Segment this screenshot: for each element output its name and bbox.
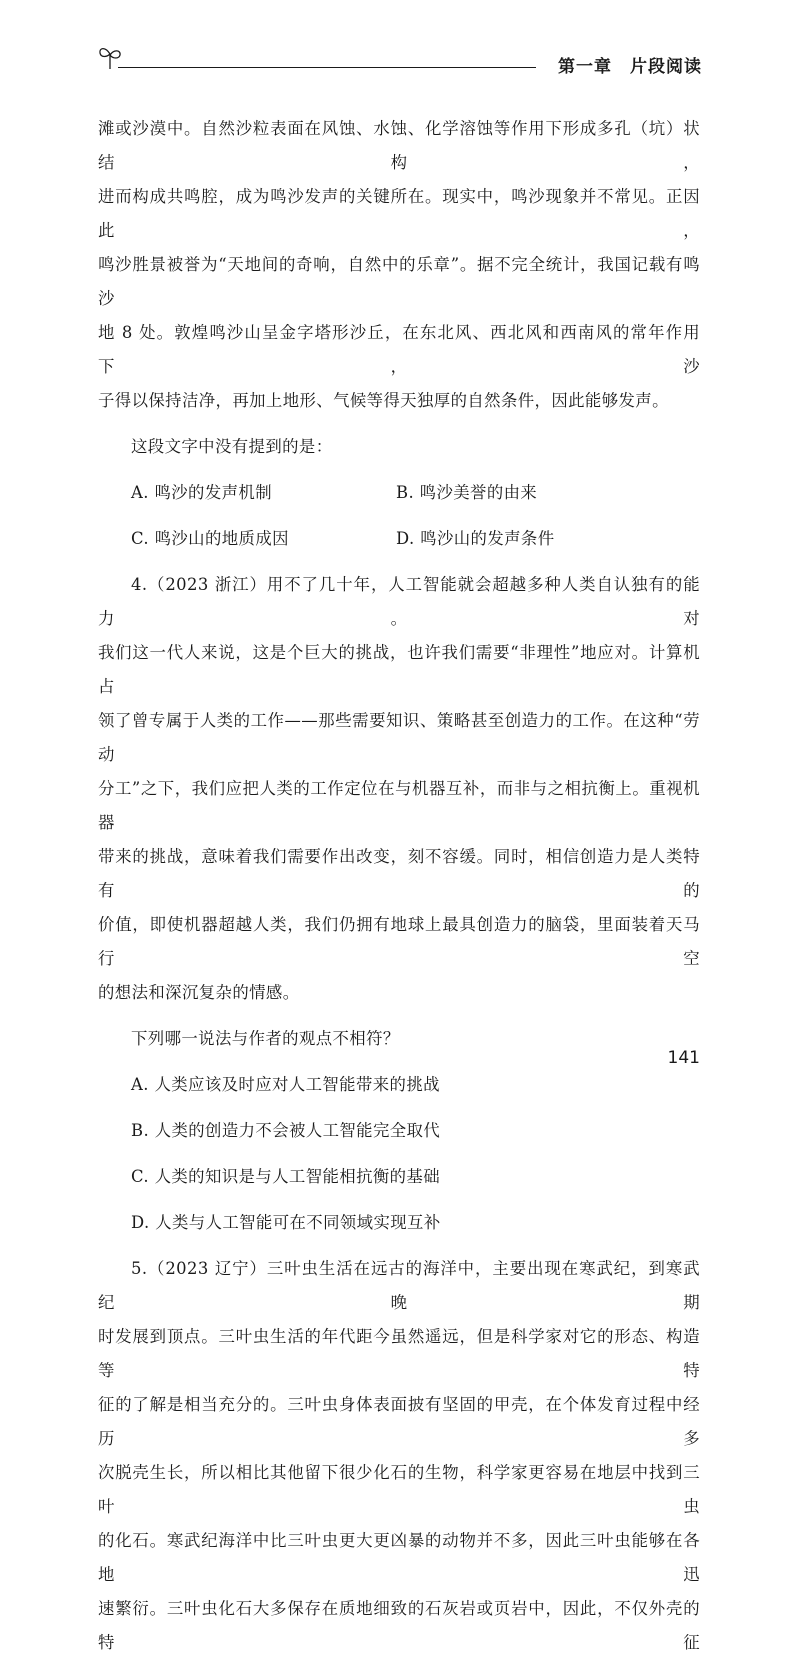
- option-c: C. 鸣沙山的地质成因: [131, 529, 289, 548]
- passage-4: [98, 568, 700, 1010]
- passage-5: [98, 1252, 700, 1660]
- text-line: 鸣沙胜景被誉为“天地间的奇响，自然中的乐章”。据不完全统计，我国记载有鸣沙: [98, 255, 700, 308]
- text-line: 次脱壳生长，所以相比其他留下很少化石的生物，科学家更容易在地层中找到三叶虫: [98, 1463, 700, 1516]
- text-line: 价值，即使机器超越人类，我们仍拥有地球上最具创造力的脑袋，里面装着天马行空: [98, 915, 700, 968]
- option-a: A. 人类应该及时应对人工智能带来的挑战: [131, 1075, 440, 1094]
- options-row: [98, 522, 700, 556]
- text-line: 滩或沙漠中。自然沙粒表面在风蚀、水蚀、化学溶蚀等作用下形成多孔（坑）状结构，: [98, 119, 700, 172]
- option-b: B. 人类的创造力不会被人工智能完全取代: [131, 1121, 441, 1140]
- text-line: 的想法和深沉复杂的情感。: [98, 983, 300, 1002]
- option-b: B. 鸣沙美誉的由来: [396, 483, 538, 502]
- option-d: D. 人类与人工智能可在不同领域实现互补: [131, 1213, 441, 1232]
- sprout-icon: [98, 42, 124, 76]
- header-rule: [118, 67, 536, 68]
- text-line: 领了曾专属于人类的工作——那些需要知识、策略甚至创造力的工作。在这种“劳动: [98, 711, 700, 764]
- page-content: [98, 112, 700, 1660]
- option-a: A. 鸣沙的发声机制: [131, 483, 272, 502]
- option-c: C. 人类的知识是与人工智能相抗衡的基础: [131, 1167, 441, 1186]
- option-d: D. 鸣沙山的发声条件: [396, 529, 555, 548]
- text-line: 时发展到顶点。三叶虫生活的年代距今虽然遥远，但是科学家对它的形态、构造等特: [98, 1327, 700, 1380]
- page-number: 141: [667, 1048, 700, 1068]
- options-row: [98, 476, 700, 510]
- text-line: 征的了解是相当充分的。三叶虫身体表面披有坚固的甲壳，在个体发育过程中经历多: [98, 1395, 700, 1448]
- page-header: [98, 42, 702, 78]
- text-line: 子得以保持洁净，再加上地形、气候等得天独厚的自然条件，因此能够发声。: [98, 391, 669, 410]
- text-line: 的化石。寒武纪海洋中比三叶虫更大更凶暴的动物并不多，因此三叶虫能够在各地迅: [98, 1531, 700, 1584]
- question-3: 这段文字中没有提到的是：: [131, 437, 333, 456]
- text-line: 我们这一代人来说，这是个巨大的挑战，也许我们需要“非理性”地应对。计算机占: [98, 643, 700, 696]
- question-4: 下列哪一说法与作者的观点不相符？: [131, 1029, 400, 1048]
- text-line: 5.（2023 辽宁）三叶虫生活在远古的海洋中，主要出现在寒武纪，到寒武纪晚期: [98, 1259, 700, 1312]
- text-line: 4.（2023 浙江）用不了几十年，人工智能就会超越多种人类自认独有的能力。对: [98, 575, 700, 628]
- passage-3: [98, 112, 700, 418]
- text-line: 地 8 处。敦煌鸣沙山呈金字塔形沙丘，在东北风、西北风和西南风的常年作用下，沙: [98, 323, 700, 376]
- text-line: 进而构成共鸣腔，成为鸣沙发声的关键所在。现实中，鸣沙现象并不常见。正因此，: [98, 187, 700, 240]
- chapter-title: 第一章 片段阅读: [558, 57, 702, 77]
- text-line: 分工”之下，我们应把人类的工作定位在与机器互补，而非与之相抗衡上。重视机器: [98, 779, 700, 832]
- text-line: 带来的挑战，意味着我们需要作出改变，刻不容缓。同时，相信创造力是人类特有的: [98, 847, 700, 900]
- text-line: 速繁衍。三叶虫化石大多保存在质地细致的石灰岩或页岩中，因此，不仅外壳的特征: [98, 1599, 700, 1652]
